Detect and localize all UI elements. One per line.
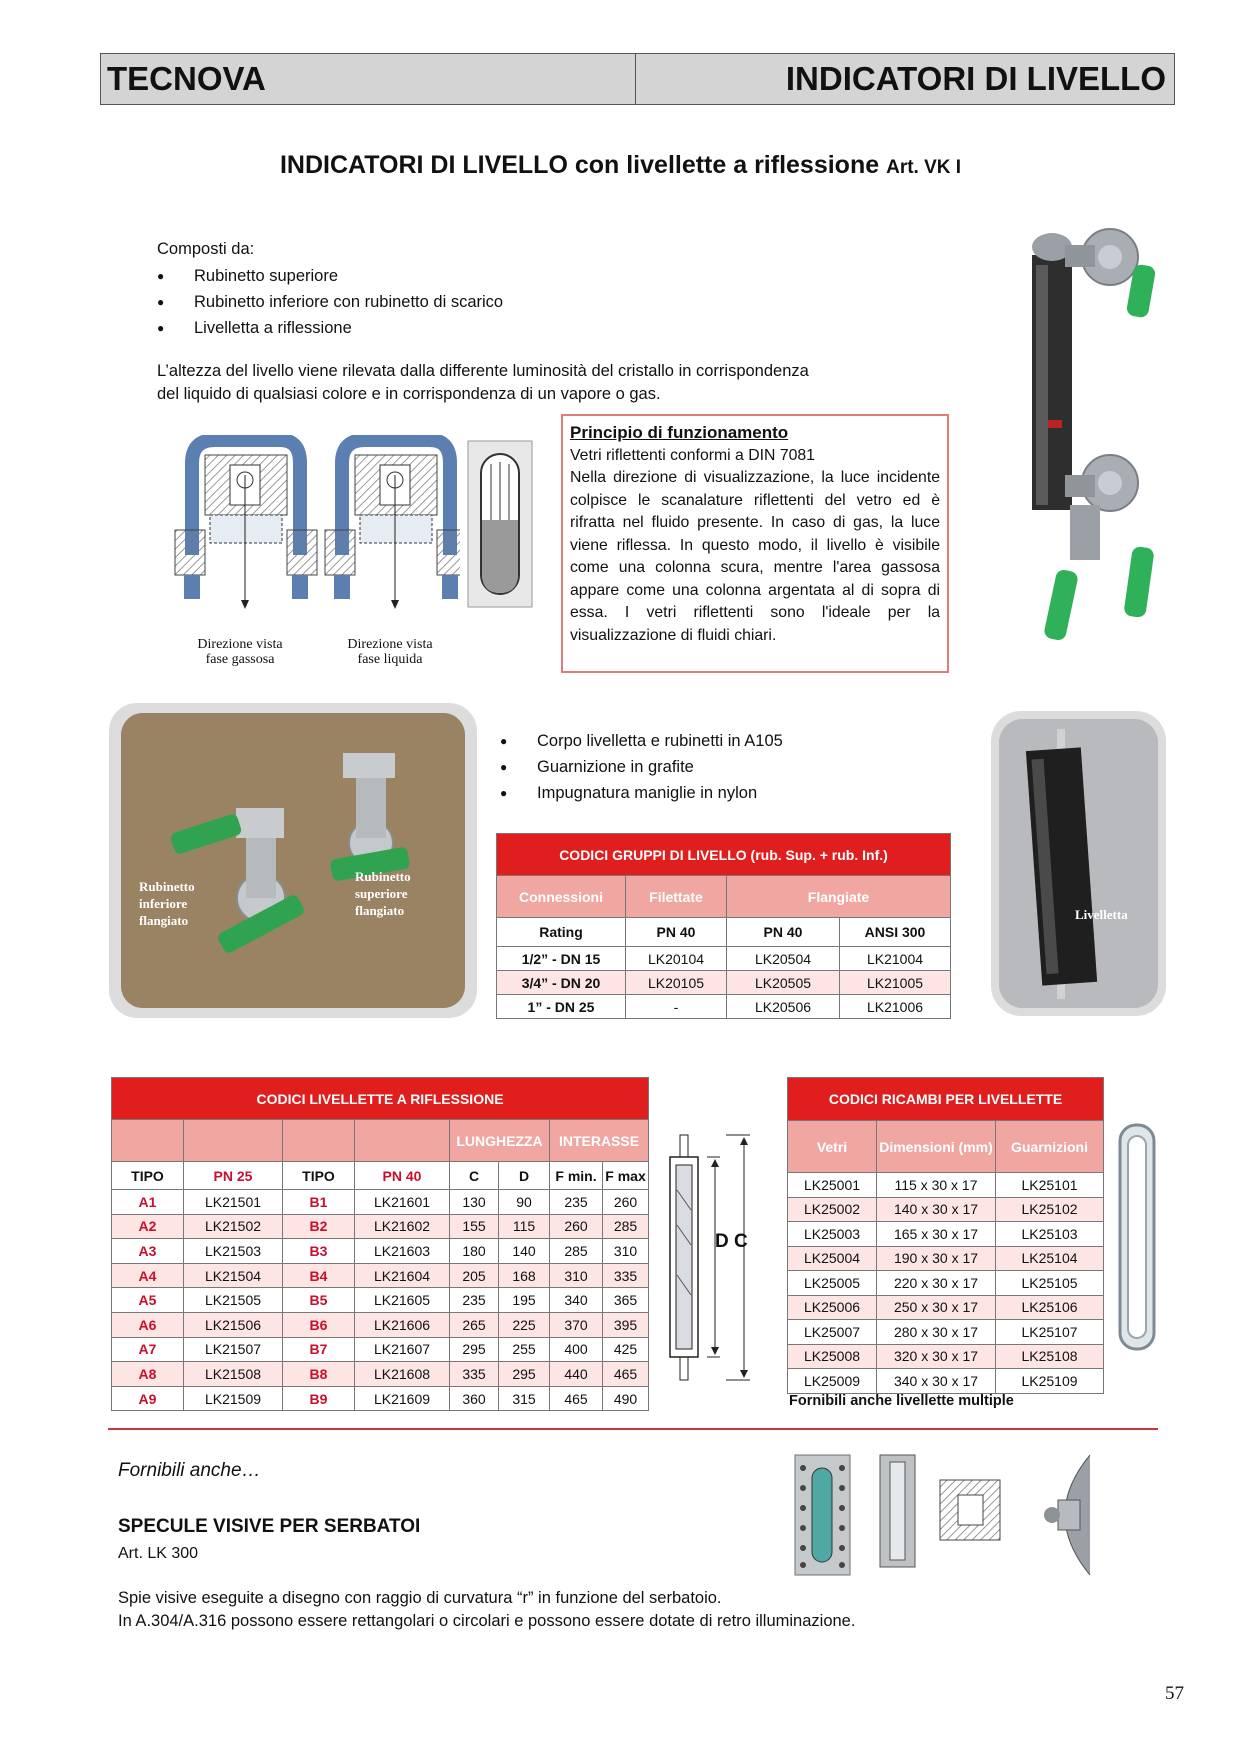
col-connessioni: Connessioni: [497, 876, 626, 918]
table-cell: LK25104: [996, 1246, 1104, 1271]
col-interasse: INTERASSE: [550, 1120, 649, 1162]
table-cell: LK25006: [788, 1295, 877, 1320]
table-row: [112, 1190, 649, 1215]
table-cell: 155: [450, 1214, 499, 1239]
table-cell: LK25008: [788, 1344, 877, 1369]
table-cell: LK25106: [996, 1295, 1104, 1320]
caption-line: fase gassosa: [205, 652, 275, 667]
glass-seal-illustration: [1117, 1122, 1157, 1352]
table-cell: A7: [112, 1337, 184, 1362]
table-row: [788, 1197, 1104, 1222]
table-cell: LK21605: [355, 1288, 450, 1313]
table-cell: 280 x 30 x 17: [877, 1320, 996, 1345]
valves-illustration: [121, 713, 465, 1008]
table-row: [788, 1222, 1104, 1247]
level-gauge-photo: [1010, 225, 1185, 655]
table-cell: -: [626, 995, 727, 1019]
table-row: [112, 1337, 649, 1362]
table-cell: 295: [450, 1337, 499, 1362]
principle-heading: Principio di funzionamento: [570, 423, 789, 442]
table-cell: 115 x 30 x 17: [877, 1173, 996, 1198]
header-cell-empty: [283, 1120, 355, 1162]
description-line: del liquido di qualsiasi colore e in corrispondenza di un vapore o gas.: [157, 385, 661, 403]
table-cell: 140: [499, 1239, 550, 1264]
table-cell: LK25004: [788, 1246, 877, 1271]
table-cell: A4: [112, 1263, 184, 1288]
table-cell: 260: [603, 1190, 649, 1215]
table-row: [788, 1173, 1104, 1198]
table-cell: 130: [450, 1190, 499, 1215]
table-row: [497, 971, 951, 995]
sub-header: PN 40: [727, 918, 840, 947]
page-number: 57: [1165, 1683, 1184, 1704]
table-cell: LK20506: [727, 995, 840, 1019]
col-vetri: Vetri: [788, 1121, 877, 1173]
table-cell: LK21506: [184, 1312, 283, 1337]
table-cell: 310: [550, 1263, 603, 1288]
table-cell: 235: [450, 1288, 499, 1313]
livelletta-photo: [999, 719, 1158, 1008]
sub-header: F min.: [550, 1162, 603, 1190]
col-lunghezza: LUNGHEZZA: [450, 1120, 550, 1162]
table-row: [497, 947, 951, 971]
description: [157, 360, 809, 406]
table-cell: 90: [499, 1190, 550, 1215]
table-cell: LK25109: [996, 1369, 1104, 1394]
livelletta-illustration: [999, 719, 1158, 1008]
table-cell: A1: [112, 1190, 184, 1215]
table-cell: B1: [283, 1190, 355, 1215]
table-cell: LK21006: [840, 995, 951, 1019]
table-cell: A2: [112, 1214, 184, 1239]
table-cell: 250 x 30 x 17: [877, 1295, 996, 1320]
valves-photo: [121, 713, 465, 1008]
spare-parts-note: Fornibili anche livellette multiple: [789, 1393, 1014, 1409]
table-cell: LK21503: [184, 1239, 283, 1264]
table-row: [112, 1263, 649, 1288]
table-cell: 400: [550, 1337, 603, 1362]
table-row: [788, 1271, 1104, 1296]
table-cell: 335: [603, 1263, 649, 1288]
table-cell: 195: [499, 1288, 550, 1313]
list-item: ● Rubinetto inferiore con rubinetto di scarico: [157, 289, 503, 315]
col-guarnizioni: Guarnizioni: [996, 1121, 1104, 1173]
composition-list: [157, 263, 503, 341]
table-cell: 320 x 30 x 17: [877, 1344, 996, 1369]
table-cell: 465: [550, 1386, 603, 1411]
table-cell: 260: [550, 1214, 603, 1239]
dimension-label: D C: [715, 1231, 748, 1252]
table-cell: LK21504: [184, 1263, 283, 1288]
page-header: [100, 53, 1175, 105]
table-cell: 165 x 30 x 17: [877, 1222, 996, 1247]
table-cell: B2: [283, 1214, 355, 1239]
label-livelletta: Livelletta: [1075, 907, 1128, 922]
table-cell: 220 x 30 x 17: [877, 1271, 996, 1296]
table-cell: A9: [112, 1386, 184, 1411]
label-line: superiore: [355, 886, 408, 901]
table-cell: 340: [550, 1288, 603, 1313]
list-item: ● Corpo livelletta e rubinetti in A105: [500, 728, 783, 754]
table-cell: LK20505: [727, 971, 840, 995]
table-cell: LK21609: [355, 1386, 450, 1411]
table-cell: A8: [112, 1362, 184, 1387]
table-cell: LK25002: [788, 1197, 877, 1222]
table-cell: LK20104: [626, 947, 727, 971]
table-cell: 490: [603, 1386, 649, 1411]
table-cell: LK21603: [355, 1239, 450, 1264]
col-flangiate: Flangiate: [727, 876, 951, 918]
table-cell: 140 x 30 x 17: [877, 1197, 996, 1222]
composition-intro: Composti da:: [157, 240, 255, 258]
label-line: Rubinetto: [139, 879, 195, 894]
table-cell: 425: [603, 1337, 649, 1362]
table-cell: B3: [283, 1239, 355, 1264]
table-cell: 1/2” - DN 15: [497, 947, 626, 971]
table-row: [497, 995, 951, 1019]
table-row: [788, 1320, 1104, 1345]
table-row: [112, 1214, 649, 1239]
description-line: In A.304/A.316 possono essere rettangolari o circolari e possono essere dotate di retro illuminazione.: [118, 1612, 856, 1630]
sub-header: D: [499, 1162, 550, 1190]
table-cell: 180: [450, 1239, 499, 1264]
header-cell-empty: [355, 1120, 450, 1162]
table-cell: LK21004: [840, 947, 951, 971]
table-cell: LK21005: [840, 971, 951, 995]
title-main: INDICATORI DI LIVELLO con livellette a riflessione: [279, 151, 880, 179]
valves-photo-frame: [109, 703, 477, 1018]
sub-header: PN 25: [184, 1162, 283, 1190]
dimension-drawing: [660, 1115, 765, 1400]
table-cell: 370: [550, 1312, 603, 1337]
table-cell: LK21509: [184, 1386, 283, 1411]
principle-line: Vetri riflettenti conformi a DIN 7081: [570, 446, 815, 464]
reflex-glass-table: [111, 1077, 649, 1411]
materials-list: [500, 728, 783, 806]
table-cell: B6: [283, 1312, 355, 1337]
label-line: flangiato: [355, 903, 405, 918]
table-cell: 205: [450, 1263, 499, 1288]
principle-box: [561, 414, 949, 673]
spare-parts-table: [787, 1077, 1104, 1394]
page-title: [0, 151, 1241, 180]
list-item: ● Impugnatura maniglie in nylon: [500, 780, 783, 806]
table-cell: LK25105: [996, 1271, 1104, 1296]
brand-name: TECNOVA: [101, 54, 636, 104]
caption-gas-phase: [175, 637, 305, 667]
table-cell: A3: [112, 1239, 184, 1264]
table-cell: LK25107: [996, 1320, 1104, 1345]
table-row: [788, 1369, 1104, 1394]
table-cell: 285: [603, 1214, 649, 1239]
table-cell: 265: [450, 1312, 499, 1337]
fornibili-description: [118, 1587, 855, 1633]
table-cell: 295: [499, 1362, 550, 1387]
table-cell: 360: [450, 1386, 499, 1411]
list-item: ● Rubinetto superiore: [157, 263, 503, 289]
table-cell: 465: [603, 1362, 649, 1387]
table-title: CODICI LIVELLETTE A RIFLESSIONE: [112, 1078, 649, 1120]
table-cell: LK21602: [355, 1214, 450, 1239]
table-row: [112, 1288, 649, 1313]
label-line: inferiore: [139, 896, 188, 911]
table-cell: LK21502: [184, 1214, 283, 1239]
section-divider: [108, 1428, 1158, 1430]
table-cell: 285: [550, 1239, 603, 1264]
col-dimensioni: Dimensioni (mm): [877, 1121, 996, 1173]
table-cell: 310: [603, 1239, 649, 1264]
table-cell: LK21606: [355, 1312, 450, 1337]
caption-line: fase liquida: [357, 652, 423, 667]
table-cell: LK21604: [355, 1263, 450, 1288]
table-cell: 365: [603, 1288, 649, 1313]
livelletta-photo-frame: [991, 711, 1166, 1016]
table-row: [112, 1362, 649, 1387]
table-row: [112, 1312, 649, 1337]
header-cell-empty: [184, 1120, 283, 1162]
table-cell: LK25009: [788, 1369, 877, 1394]
table-cell: LK25005: [788, 1271, 877, 1296]
table-cell: 3/4” - DN 20: [497, 971, 626, 995]
sub-header: Rating: [497, 918, 626, 947]
table-cell: B5: [283, 1288, 355, 1313]
table-cell: LK21607: [355, 1337, 450, 1362]
table-cell: LK20105: [626, 971, 727, 995]
label-upper-valve: [355, 868, 411, 919]
table-cell: 255: [499, 1337, 550, 1362]
sub-header: F max: [603, 1162, 649, 1190]
table-title: CODICI GRUPPI DI LIVELLO (rub. Sup. + rub. Inf.): [497, 834, 951, 876]
description-line: L’altezza del livello viene rilevata dalla differente luminosità del cristallo in corrispondenza: [157, 362, 809, 380]
table-cell: 190 x 30 x 17: [877, 1246, 996, 1271]
table-cell: B7: [283, 1337, 355, 1362]
table-cell: LK25103: [996, 1222, 1104, 1247]
table-cell: LK21608: [355, 1362, 450, 1387]
sub-header: PN 40: [355, 1162, 450, 1190]
sub-header: C: [450, 1162, 499, 1190]
fornibili-intro: Fornibili anche…: [118, 1460, 261, 1481]
table-title: CODICI RICAMBI PER LIVELLETTE: [788, 1078, 1104, 1121]
table-cell: 1” - DN 25: [497, 995, 626, 1019]
table-cell: 440: [550, 1362, 603, 1387]
table-cell: LK21501: [184, 1190, 283, 1215]
fornibili-heading: SPECULE VISIVE PER SERBATOI: [118, 1516, 421, 1537]
caption-line: Direzione vista: [347, 637, 433, 652]
principle-body: Nella direzione di visualizzazione, la luce incidente colpisce le scanalature riflettenti del vetro ed è rifratta nel fluido presente. In caso di gas, la luce viene riflessa. In questo modo, il livello è visibile come una colonna scura, mentre l'area gassosa appare come una colonna argentata al di sopra di essa. I vetri riflettenti sono l'ideale per la visualizzazione di fluidi chiari.: [570, 469, 940, 644]
header-cell-empty: [112, 1120, 184, 1162]
table-cell: LK25007: [788, 1320, 877, 1345]
table-cell: 315: [499, 1386, 550, 1411]
table-cell: B4: [283, 1263, 355, 1288]
fornibili-article: Art. LK 300: [118, 1545, 199, 1562]
caption-line: Direzione vista: [197, 637, 283, 652]
table-cell: LK21505: [184, 1288, 283, 1313]
label-line: Rubinetto: [355, 869, 411, 884]
sub-header: TIPO: [112, 1162, 184, 1190]
table-body: [788, 1173, 1104, 1394]
table-row: [788, 1344, 1104, 1369]
list-item: ● Guarnizione in grafite: [500, 754, 783, 780]
section-title: INDICATORI DI LIVELLO: [636, 54, 1174, 104]
table-cell: B8: [283, 1362, 355, 1387]
list-item: ● Livelletta a riflessione: [157, 315, 503, 341]
caption-liquid-phase: [325, 637, 455, 667]
level-groups-table: [496, 833, 951, 1019]
table-cell: LK25003: [788, 1222, 877, 1247]
col-filettate: Filettate: [626, 876, 727, 918]
table-cell: LK25001: [788, 1173, 877, 1198]
sight-glass-illustrations: [790, 1450, 1140, 1580]
table-cell: 335: [450, 1362, 499, 1387]
table-cell: 115: [499, 1214, 550, 1239]
table-cell: A6: [112, 1312, 184, 1337]
table-cell: LK20504: [727, 947, 840, 971]
table-row: [112, 1386, 649, 1411]
table-row: [112, 1239, 649, 1264]
table-cell: LK25102: [996, 1197, 1104, 1222]
table-cell: LK21601: [355, 1190, 450, 1215]
table-row: [788, 1295, 1104, 1320]
table-row: [788, 1246, 1104, 1271]
gas-phase-diagram: [170, 435, 460, 615]
sub-header: PN 40: [626, 918, 727, 947]
table-cell: 395: [603, 1312, 649, 1337]
label-lower-valve: [139, 878, 195, 929]
sub-header: TIPO: [283, 1162, 355, 1190]
table-cell: LK25108: [996, 1344, 1104, 1369]
table-cell: 168: [499, 1263, 550, 1288]
table-cell: LK25101: [996, 1173, 1104, 1198]
table-body: [112, 1190, 649, 1411]
table-cell: LK21507: [184, 1337, 283, 1362]
sub-header: ANSI 300: [840, 918, 951, 947]
table-cell: 340 x 30 x 17: [877, 1369, 996, 1394]
description-line: Spie visive eseguite a disegno con raggio di curvatura “r” in funzione del serbatoio.: [118, 1589, 722, 1607]
label-line: flangiato: [139, 913, 189, 928]
reflex-glass-diagram: [467, 440, 533, 608]
title-article: Art. VK I: [886, 157, 962, 178]
table-cell: B9: [283, 1386, 355, 1411]
table-cell: 225: [499, 1312, 550, 1337]
table-cell: 235: [550, 1190, 603, 1215]
table-cell: LK21508: [184, 1362, 283, 1387]
table-cell: A5: [112, 1288, 184, 1313]
